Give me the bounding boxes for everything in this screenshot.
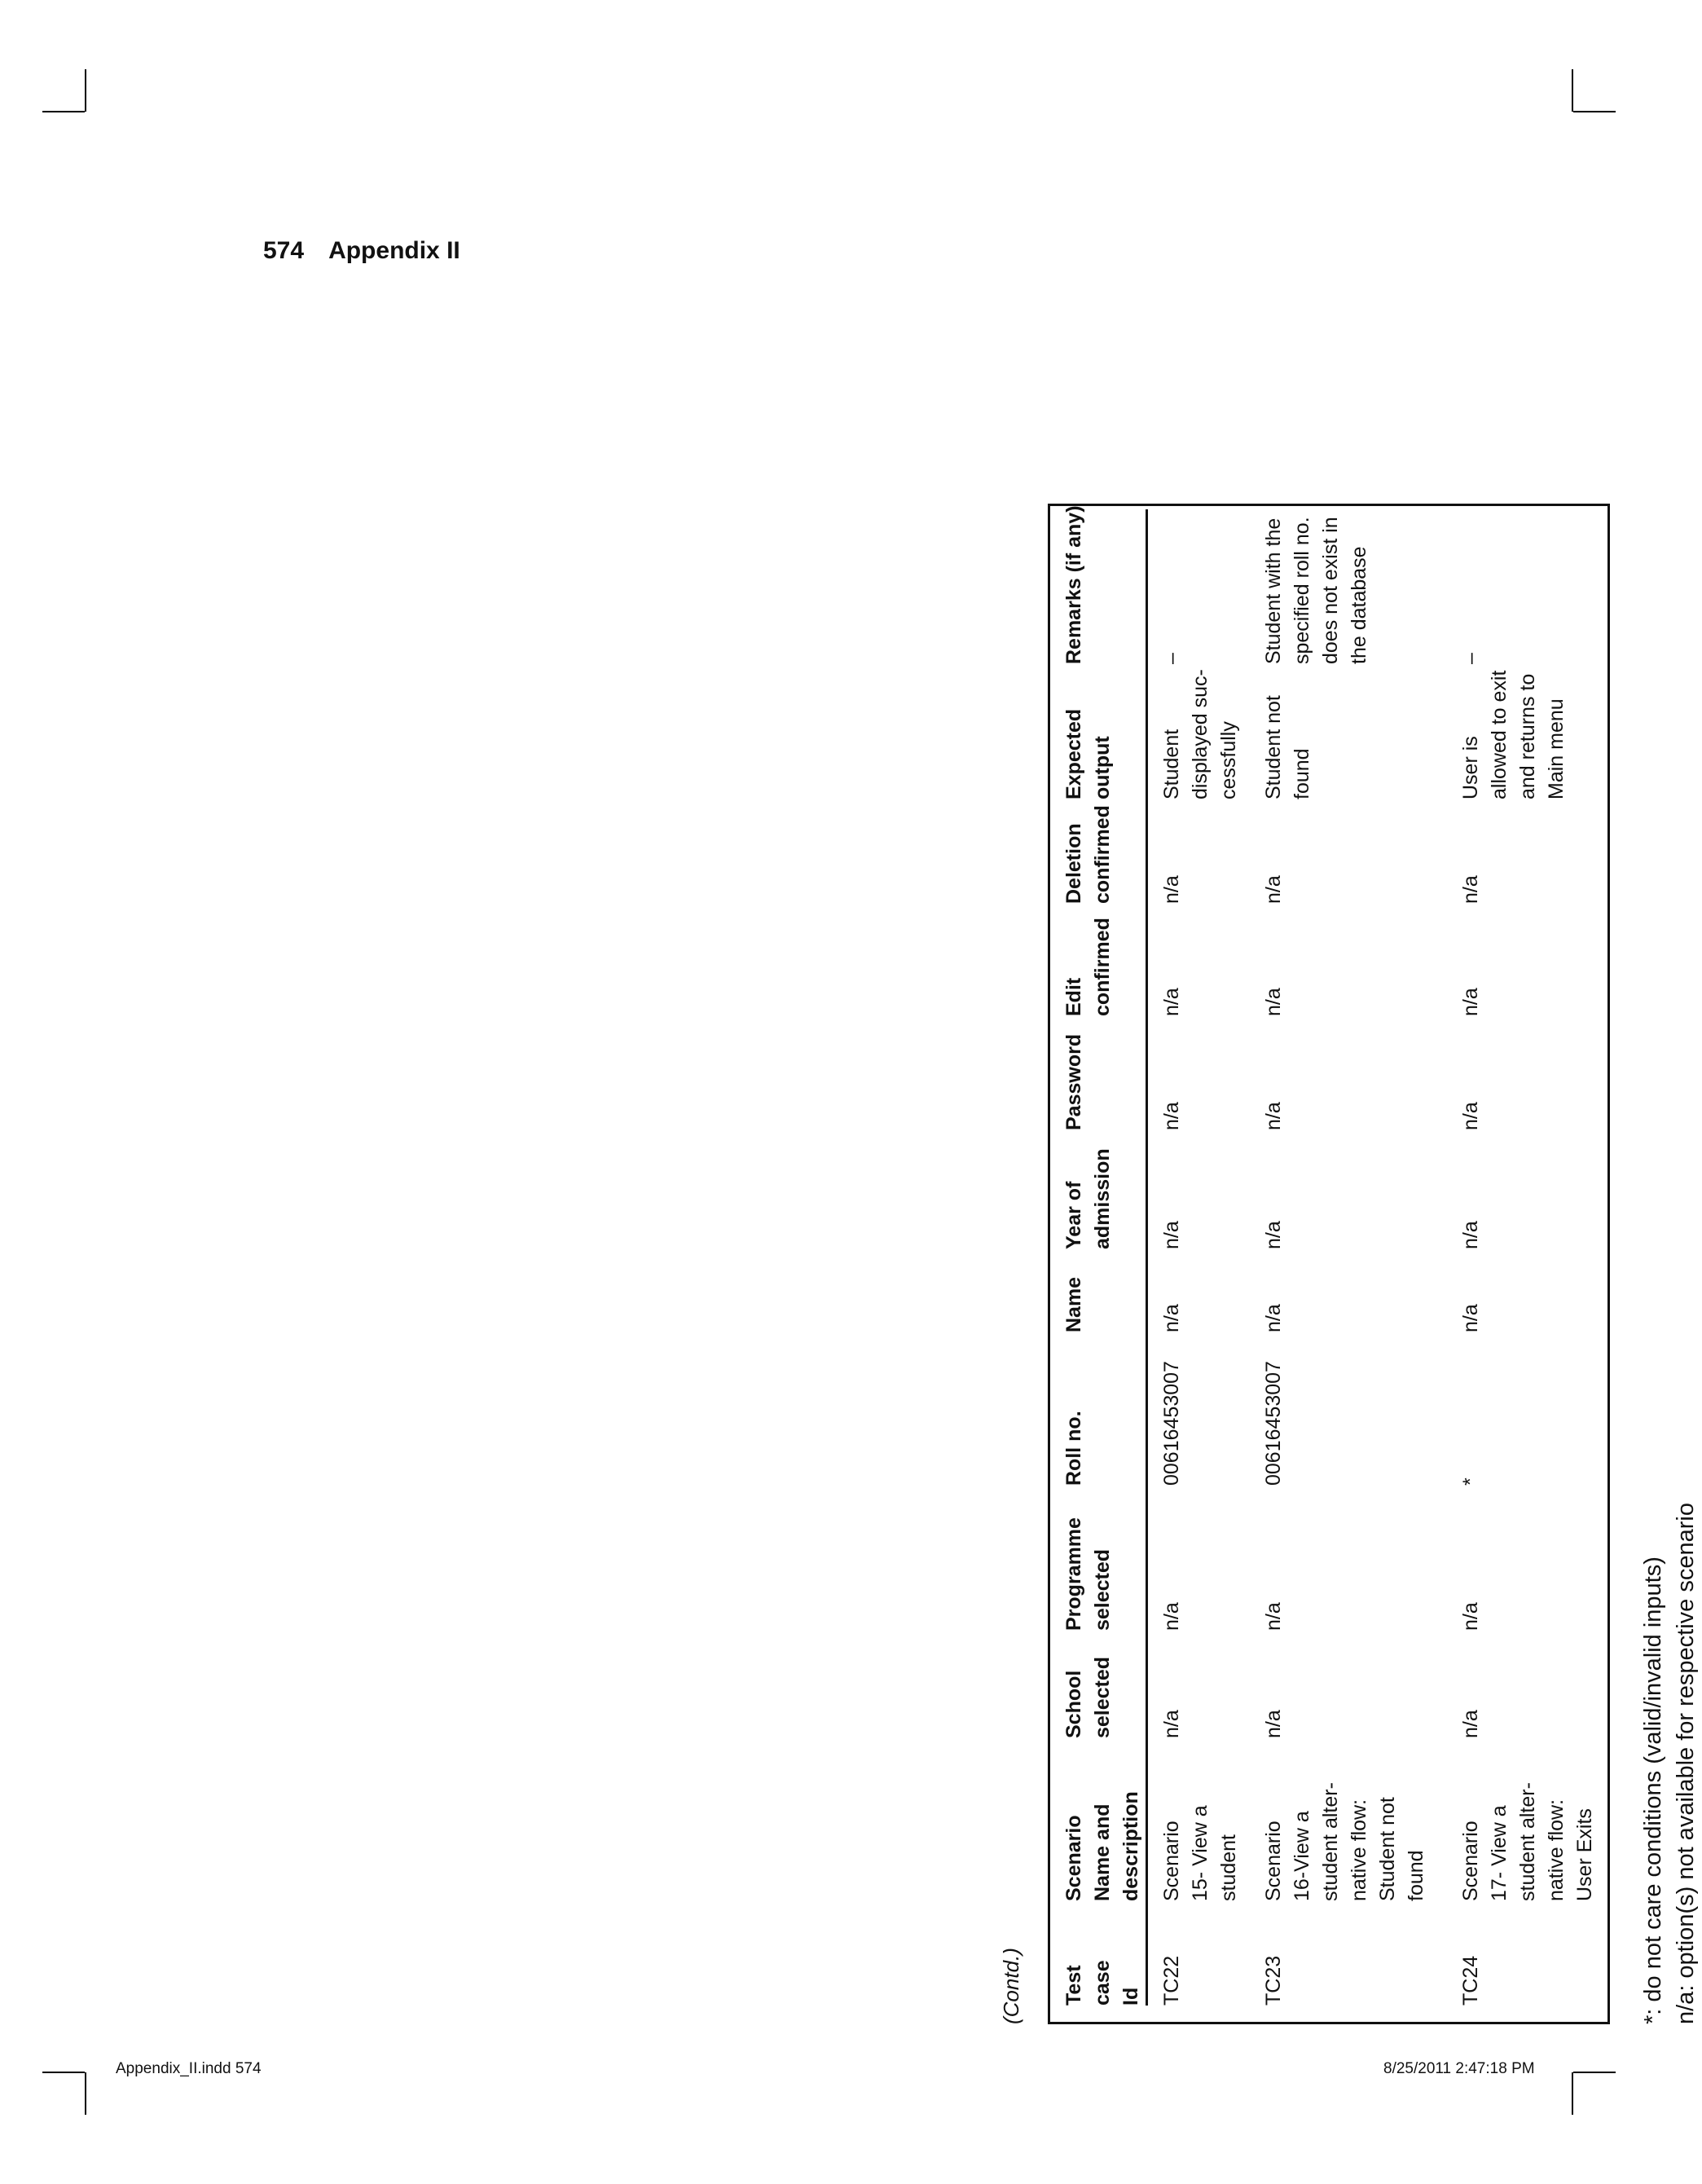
cell-text: Main menu: [1545, 698, 1568, 799]
cell-text: n/a: [1459, 875, 1482, 904]
column-header-text: Password: [1062, 1033, 1085, 1130]
cell-text: n/a: [1459, 1221, 1482, 1249]
cell-text: Student not: [1262, 695, 1285, 799]
contd-label: (Contd.): [999, 1948, 1023, 2024]
column-header-text: selected: [1091, 1548, 1114, 1631]
table-cell: [1147, 664, 1251, 799]
section-title: Appendix II: [328, 237, 460, 264]
table-cell: [1447, 904, 1599, 1016]
cell-text: TC23: [1262, 1955, 1285, 2006]
table-cell: [1447, 1631, 1599, 1738]
cell-text: User is: [1459, 736, 1482, 799]
column-header-text: output: [1091, 736, 1114, 799]
column-header-text: description: [1119, 1791, 1142, 1901]
page-number: 574: [263, 237, 305, 264]
table-cell: [1447, 1901, 1599, 2006]
column-header-text: Roll no.: [1062, 1411, 1085, 1486]
table-cell: [1250, 1901, 1447, 2006]
column-header: [1060, 1249, 1147, 1332]
cell-text: User Exits: [1573, 1808, 1596, 1901]
column-header: [1060, 1130, 1147, 1249]
table-notes: [1637, 1503, 1702, 2024]
column-header: [1060, 1738, 1147, 1901]
column-header-text: Test: [1062, 1965, 1085, 2006]
table-cell: [1447, 1738, 1599, 1901]
column-header: [1060, 1901, 1147, 2006]
table-cell: [1447, 1130, 1599, 1249]
table-cell: [1147, 799, 1251, 904]
crop-mark-top-left-horizontal: [42, 111, 85, 112]
cell-text: and returns to: [1516, 673, 1539, 799]
table-header-row: [1060, 509, 1147, 2006]
column-header-text: selected: [1091, 1656, 1114, 1738]
table-cell: [1250, 1249, 1447, 1332]
rotated-table-area: [999, 500, 1700, 2024]
table-cell: [1250, 1486, 1447, 1631]
cell-text: n/a: [1459, 988, 1482, 1016]
cell-text: Scenario: [1459, 1821, 1482, 1901]
cell-text: n/a: [1160, 1102, 1183, 1130]
table-cell: [1447, 1249, 1599, 1332]
cell-text: 16-View a: [1291, 1811, 1313, 1901]
cell-text: allowed to exit: [1488, 670, 1511, 799]
cell-text: the database: [1348, 546, 1370, 664]
column-header: [1060, 1631, 1147, 1738]
table-row: [1447, 509, 1599, 2006]
column-header-text: confirmed: [1091, 918, 1114, 1016]
column-header-text: Deletion: [1062, 823, 1085, 904]
cell-text: 00616453007: [1262, 1361, 1285, 1486]
cell-text: n/a: [1262, 1221, 1285, 1249]
test-case-table: [1060, 505, 1599, 2006]
cell-text: n/a: [1160, 1602, 1183, 1631]
cell-text: TC24: [1459, 1955, 1482, 2006]
crop-mark-bottom-right-vertical: [1572, 2072, 1573, 2115]
table-cell: [1147, 1016, 1251, 1130]
cell-text: n/a: [1262, 1602, 1285, 1631]
table-cell: [1447, 799, 1599, 904]
cell-text: 00616453007: [1160, 1361, 1183, 1486]
table-cell: [1447, 509, 1599, 664]
cell-text: Scenario: [1262, 1821, 1285, 1901]
column-header-text: Name and: [1091, 1803, 1114, 1901]
cell-text: cessfully: [1217, 721, 1240, 799]
table-cell: [1250, 799, 1447, 904]
table-cell: [1147, 1738, 1251, 1901]
page-header: [263, 237, 460, 265]
column-header-text: Name: [1062, 1276, 1085, 1332]
cell-text: found: [1405, 1850, 1427, 1901]
column-header: [1060, 904, 1147, 1016]
table-cell: [1250, 664, 1447, 799]
column-header: [1060, 664, 1147, 799]
cell-text: student alter-: [1319, 1782, 1342, 1901]
cell-text: n/a: [1160, 1710, 1183, 1738]
table-cell: [1447, 1486, 1599, 1631]
crop-mark-top-left-vertical: [85, 69, 86, 112]
crop-mark-bottom-right-horizontal: [1573, 2072, 1616, 2073]
column-header-text: Edit: [1062, 977, 1085, 1016]
cell-text: n/a: [1262, 1304, 1285, 1332]
cell-text: *: [1459, 1477, 1482, 1486]
cell-text: 17- View a: [1488, 1805, 1511, 1901]
cell-text: specified roll no.: [1291, 517, 1313, 664]
column-header-text: Programme: [1062, 1517, 1085, 1631]
column-header-text: Id: [1119, 1987, 1142, 2006]
column-header-text: School: [1062, 1670, 1085, 1738]
column-header-text: Year of: [1062, 1181, 1085, 1249]
cell-text: n/a: [1160, 875, 1183, 904]
cell-text: n/a: [1459, 1710, 1482, 1738]
cell-text: student alter-: [1516, 1782, 1539, 1901]
column-header: [1060, 799, 1147, 904]
cell-text: –: [1160, 653, 1183, 664]
cell-text: n/a: [1262, 988, 1285, 1016]
table-cell: [1250, 509, 1447, 664]
column-header: [1060, 1016, 1147, 1130]
table-cell: [1447, 664, 1599, 799]
table-cell: [1147, 1901, 1251, 2006]
cell-text: n/a: [1160, 988, 1183, 1016]
table-cell: [1250, 1631, 1447, 1738]
cell-text: Student with the: [1262, 517, 1285, 664]
cell-text: n/a: [1160, 1304, 1183, 1332]
table-cell: [1147, 1631, 1251, 1738]
column-header-text: admission: [1091, 1148, 1114, 1249]
cell-text: –: [1459, 653, 1482, 664]
cell-text: 15- View a: [1189, 1805, 1212, 1901]
cell-text: does not exist in: [1319, 517, 1342, 664]
table-cell: [1147, 509, 1251, 664]
column-header: [1060, 505, 1147, 664]
cell-text: Student: [1160, 729, 1183, 799]
table-cell: [1447, 1332, 1599, 1486]
table-cell: [1147, 1486, 1251, 1631]
cell-text: n/a: [1160, 1221, 1183, 1249]
cell-text: n/a: [1459, 1304, 1482, 1332]
table-cell: [1147, 1130, 1251, 1249]
table-row: [1147, 509, 1251, 2006]
column-header-text: Remarks (if any): [1062, 505, 1085, 664]
cell-text: native flow:: [1545, 1799, 1568, 1901]
footer-timestamp: 8/25/2011 2:47:18 PM: [1383, 2060, 1535, 2077]
crop-mark-bottom-left-horizontal: [42, 2072, 85, 2073]
cell-text: native flow:: [1348, 1799, 1370, 1901]
cell-text: n/a: [1262, 875, 1285, 904]
footer-file-info: Appendix_II.indd 574: [116, 2060, 262, 2077]
crop-mark-top-right-horizontal: [1573, 111, 1616, 112]
cell-text: TC22: [1160, 1955, 1183, 2006]
table-cell: [1147, 1332, 1251, 1486]
cell-text: n/a: [1459, 1102, 1482, 1130]
table-frame: [1048, 504, 1610, 2024]
cell-text: n/a: [1262, 1102, 1285, 1130]
column-header-text: case: [1091, 1960, 1114, 2006]
cell-text: Scenario: [1160, 1821, 1183, 1901]
table-cell: [1250, 1332, 1447, 1486]
cell-text: displayed suc-: [1189, 669, 1212, 799]
crop-mark-bottom-left-vertical: [85, 2072, 86, 2115]
column-header-text: Expected: [1062, 708, 1085, 799]
table-cell: [1447, 1016, 1599, 1130]
column-header-text: confirmed: [1091, 805, 1114, 904]
table-cell: [1250, 1130, 1447, 1249]
note-dont-care: *: do not care conditions (valid/invalid inputs): [1640, 1557, 1666, 2024]
cell-text: Student not: [1376, 1797, 1399, 1901]
cell-text: found: [1291, 748, 1313, 799]
table-cell: [1147, 1249, 1251, 1332]
cell-text: n/a: [1262, 1710, 1285, 1738]
table-cell: [1250, 1016, 1447, 1130]
table-row: [1250, 509, 1447, 2006]
note-not-available: n/a: option(s) not available for respective scenario: [1673, 1503, 1699, 2024]
column-header: [1060, 1486, 1147, 1631]
cell-text: n/a: [1459, 1602, 1482, 1631]
crop-mark-top-right-vertical: [1572, 69, 1573, 112]
cell-text: student: [1217, 1834, 1240, 1901]
table-cell: [1147, 904, 1251, 1016]
table-cell: [1250, 904, 1447, 1016]
table-cell: [1250, 1738, 1447, 1901]
column-header: [1060, 1332, 1147, 1486]
column-header-text: Scenario: [1062, 1815, 1085, 1901]
table-body: [1147, 509, 1600, 2006]
